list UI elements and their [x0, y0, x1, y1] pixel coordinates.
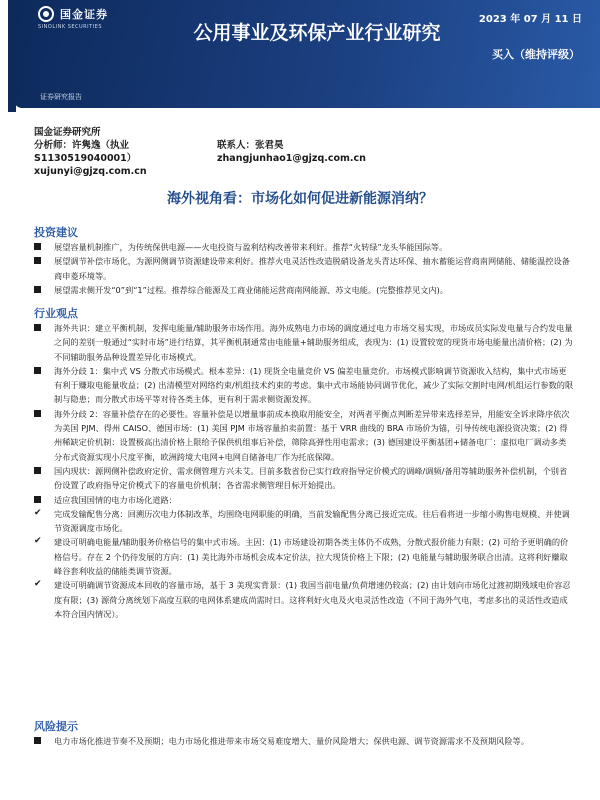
- risks-list: [34, 734, 574, 748]
- section-title-views: 行业观点: [34, 307, 78, 320]
- analyst-license: S1130519040001）: [34, 153, 137, 164]
- report-date: 2023 年 07 月 11 日: [478, 14, 582, 25]
- list-item: 展望需求侧开发“0”到“1”过程。推荐综合能源及工商业储能运营商南网能源、苏文电能。(完整推荐见文内)。: [34, 283, 574, 297]
- logo-icon: [38, 6, 54, 22]
- contact-name: 联系人：张君昊: [217, 140, 284, 151]
- list-item: 海外共识：建立平衡机制，发挥电能量/辅助服务市场作用。海外成熟电力市场的调度通过电力市场交易实现，市场成员实际发电量与合约发电量之间的差别一般通过“实时市场”进行结算，其平衡机制通常由电能量+辅助服务组成，表现为：(1) 设置较宽的现货市场电能量出清价格；(2) 为不同辅助服务品种设置差异化市场模式。: [34, 321, 574, 364]
- bullet-icon: [34, 737, 41, 744]
- list-item: 展望容量机制推广，为传统保供电源——火电投资与盈利结构改善带来利好。推荐“火转绿”龙头华能国际等。: [34, 240, 574, 254]
- contact-email[interactable]: zhangjunhao1@gjzq.com.cn: [217, 153, 366, 164]
- rating-badge: 买入（维持评级）: [492, 48, 580, 61]
- list-item: 海外分歧 2：容量补偿存在的必要性。容量补偿是以增量事前成本换取用能安全，对两者平衡点判断差异带来选择差异，用能安全诉求降序依次为美国 PJM、得州 CAISO、德国市场：(1) 美国 PJM 市场容量拍卖前置：基于 VRR 曲线的 BRA 市场价为锚，引导传统电源投资决策；(2) 得州稀缺定价机制：设置极高出清价格上限给予保供机组事后补偿，筛除高弹性用电需求；(3) 德国建设平衡基团+储备电厂：虚拟电厂调动多类分布式资源实现小尺度平衡，欧洲跨境大电网+电网自储备电厂作为托底保障。: [34, 407, 574, 464]
- section-title-investment: 投资建议: [34, 226, 78, 239]
- analyst-name: 分析师：许隽逸（执业: [34, 140, 130, 151]
- report-headline: 海外视角看：市场化如何促进新能源消纳？: [167, 191, 433, 207]
- checkmark-icon: ✔: [34, 579, 42, 590]
- report-header: [0, 0, 600, 112]
- section-title-risks: 风险提示: [34, 720, 78, 733]
- list-item: ✔ 建设可明确调节资源成本回收的容量市场，基于 3 美现实背景：(1) 我国当前电量/负荷增速仍较高；(2) 由计划向市场化过渡初期残域电价容忍度有限；(3) 源荷分离统划下高度互联的电网体系建成尚需时日。这将利好火电及火电灵活性改造（不同于海外气电，考虑多出的灵活性改造成本符合国内情况）。: [34, 579, 571, 619]
- checkmark-icon: ✔: [34, 536, 42, 547]
- bullet-icon: [34, 410, 41, 417]
- investment-list: [34, 240, 574, 297]
- bullet-icon: [34, 367, 41, 374]
- list-item: 国内现状：源网侧补偿政府定价、需求侧管理方兴未艾。目前多数省份已实行政府指导定价模式的调峰/调频/备用等辅助服务补偿机制，个别省份设置了政府指导定价模式下的容量电价机制；各省需求侧管理目标开始提出。: [34, 464, 574, 493]
- bullet-icon: [34, 243, 41, 250]
- bullet-icon: [34, 286, 41, 293]
- logo-subtitle: SINOLINK SECURITIES: [38, 24, 102, 30]
- list-item: 展望调节补偿市场化，为源网侧调节资源建设带来利好。推荐火电灵活性改造脱硝设备龙头青达环保、抽水蓄能运营商南网储能、储能温控设备商申菱环境等。: [34, 254, 574, 283]
- institute-name: 国金证券研究所: [34, 127, 101, 138]
- report-type: 证券研究报告: [40, 93, 82, 101]
- checkmark-icon: ✔: [34, 507, 42, 518]
- list-item: 适应我国国情的电力市场化道路：: [34, 493, 574, 507]
- list-item: 电力市场化推进节奏不及预期；电力市场化推进带来市场交易难度增大、量价风险增大；保供电源、调节资源需求不及预期风险等。: [34, 734, 574, 748]
- bullet-icon: [34, 257, 41, 264]
- bullet-icon: [34, 467, 41, 474]
- list-item: 海外分歧 1：集中式 VS 分散式市场模式。根本差异：(1) 现货全电量竞价 VS 偏差电量竞价。市场模式影响调节资源收入结构，集中式市场更有利于赚取电能量收益；(2) 出清模型对网络约束/机组技术约束的考虑。集中式市场能协同调节优化，减少了实际交割时电网/机组运行参数的限制与隐患；而分散式市场平等对待各类主体，更有利于需求侧资源发挥。: [34, 364, 574, 407]
- analyst-email[interactable]: xujunyi@gjzq.com.cn: [34, 166, 147, 177]
- bullet-icon: [34, 324, 41, 331]
- list-item: ✔ 完成发输配售分离：回溯历次电力体制改革，均围绕电网职能的明确，当前发输配售分离已接近完成。往后看将进一步缩小购售电规模、并使调节资源调度市场化。: [34, 507, 570, 534]
- contact-info: [217, 139, 417, 165]
- bullet-icon: [34, 496, 41, 503]
- report-title: 公用事业及环保产业行业研究: [193, 22, 441, 44]
- brand-logo: [38, 6, 108, 22]
- views-list: [34, 321, 574, 621]
- analyst-info: [34, 126, 204, 178]
- logo-text: 国金证券: [60, 8, 108, 21]
- list-item: ✔ 建设可明确电能量/辅助服务价格信号的集中式市场。主因：(1) 市场建设初期各类主体仍不成熟，分散式报价能力有限；(2) 可给予更明确的价格信号。存在 2 个仍待发展的方向：(1) 美比海外市场机会成本定价法，拉大现货价格上下限；(2) 电能量与辅助服务联合出清。这将利好赚取峰谷套利收益的储能类调节资源。: [34, 536, 569, 577]
